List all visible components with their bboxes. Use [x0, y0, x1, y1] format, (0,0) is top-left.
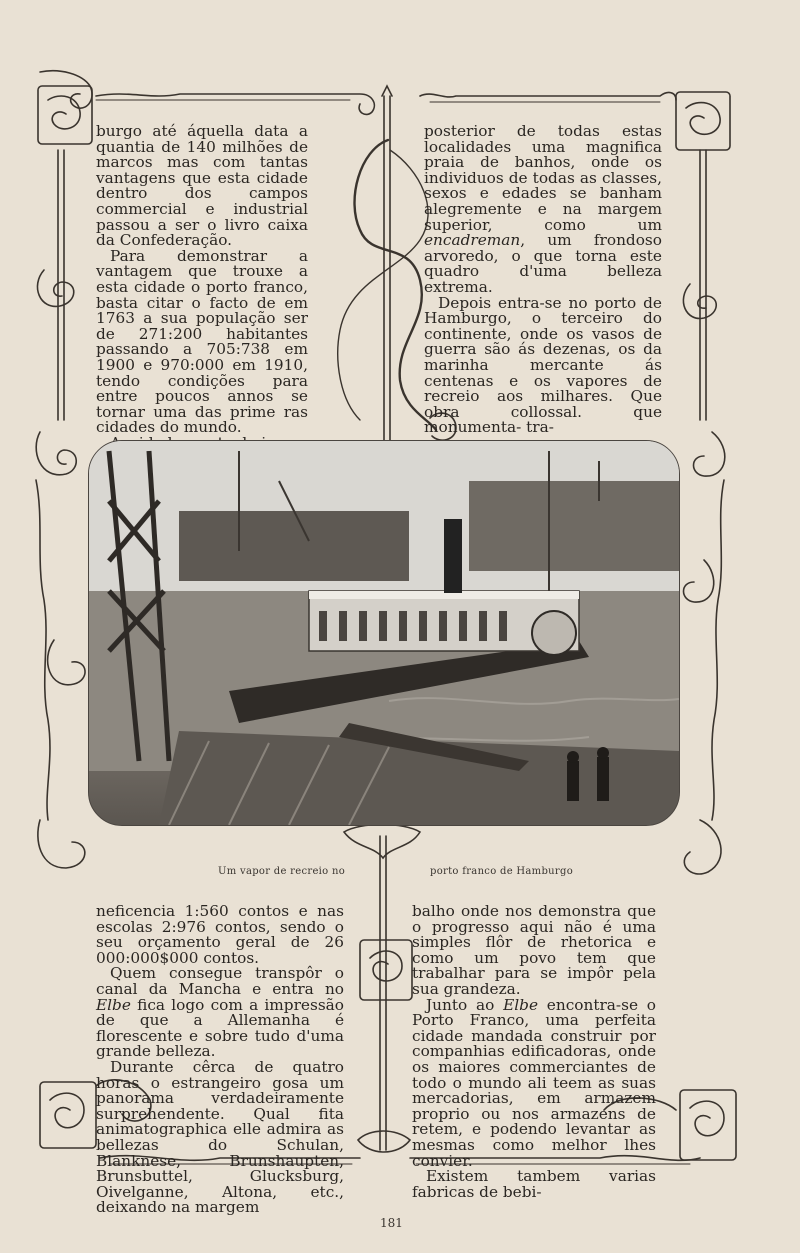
photo-caption-right: porto franco de Hamburgo — [430, 866, 574, 877]
paragraph: posterior de todas estas localidades uma magnifica praia de banhos, onde os individuos de todas as classes, sexos e edades se banham alegremente e na margem superior, como um encadreman, um frondoso arvoredo, o que torna este quadro d'uma belleza extrema. — [424, 122, 662, 296]
flagpole — [384, 96, 390, 440]
text-column-bottom-right — [412, 904, 656, 1200]
corner-panel-top-left — [38, 86, 92, 144]
bottom-center-stem — [380, 836, 386, 1150]
paragraph: Junto ao Elbe encontra-se o Porto Franco, uma perfeita cidade mandada construir por companhias edificadoras, onde os maiores commerciantes de todo o mundo ali teem as suas mercadorias, em armazem proprio ou nos armazens de retem, e podendo levantar as mesmas como melhor lhes convier. — [412, 995, 656, 1170]
corner-scroll-top-left — [40, 71, 92, 108]
paragraph: Quem consegue transpôr o canal da Mancha e entra no Elbe fica logo com a impressão de que a Allemanha é florescente e sobre tudo d'uma grande belleza. — [96, 964, 344, 1061]
top-rule-left — [96, 94, 374, 114]
harbor-photograph — [88, 440, 680, 826]
text-column-top-right — [424, 124, 662, 436]
top-rule-right — [420, 93, 676, 100]
page-number: 181 — [380, 1216, 403, 1230]
text-column-bottom-left — [96, 904, 344, 1216]
paragraph: burgo até áquella data a quantia de 140 milhões de marcos mas com tantas vantagens que esta cidade dentro dos campos commercial e industrial passou a ser o livro caixa da Confederação. — [96, 122, 308, 250]
left-vertical-stem — [58, 150, 64, 420]
corner-panel-top-right — [676, 92, 730, 150]
paragraph: neficencia 1:560 contos e nas escolas 2:976 contos, sendo o seu orçamento geral de 26 000:000$000 contos. — [96, 902, 344, 967]
paragraph: Para demonstrar a vantagem que trouxe a esta cidade o porto franco, basta citar o facto de em 1763 a sua população ser de 271:200 habitantes passando a 705:738 em 1900 e 970:000 em 1910, tendo condições para entre poucos annos se tornar uma das prime ras cidades do mundo. — [96, 246, 308, 437]
corner-panel-bottom-left — [40, 1082, 96, 1148]
photo-frame-scroll-right — [694, 432, 725, 476]
text-column-top-left — [96, 124, 308, 467]
italic-term: Elbe — [503, 995, 539, 1014]
italic-term: Elbe — [96, 995, 131, 1014]
paragraph: Depois entra-se no porto de Hamburgo, o terceiro do continente, onde os vasos de guerra são ás dezenas, os da marinha mercante ás centenas e os vapores de recreio aos milhares. Que obra collossal. que monumenta- tra- — [424, 293, 662, 437]
paragraph: Durante cêrca de quatro horas o estrangeiro gosa um panorama verdadeiramente surprehendente. Qual fita animatographica elle admira as bellezas do Schulan, Blanknese, Brunshaupten, Brunsbuttel, Glucksburg, Oivelganne, Altona, etc., deixando na margem — [96, 1057, 344, 1217]
photo-illustration — [89, 441, 679, 825]
right-vertical-stem — [700, 150, 706, 420]
photo-caption-left: Um vapor de recreio no — [218, 866, 346, 877]
italic-term: encadreman — [424, 231, 521, 250]
corner-panel-bottom-right — [680, 1090, 736, 1160]
paragraph: Existem tambem varias fabricas de bebi- — [412, 1167, 656, 1201]
photo-frame-scroll-left — [36, 432, 76, 475]
paragraph: balho onde nos demonstra que o progresso aqui não é uma simples flôr de rhetorica e como um povo tem que trabalhar para se impôr pela sua grandeza. — [412, 902, 656, 998]
